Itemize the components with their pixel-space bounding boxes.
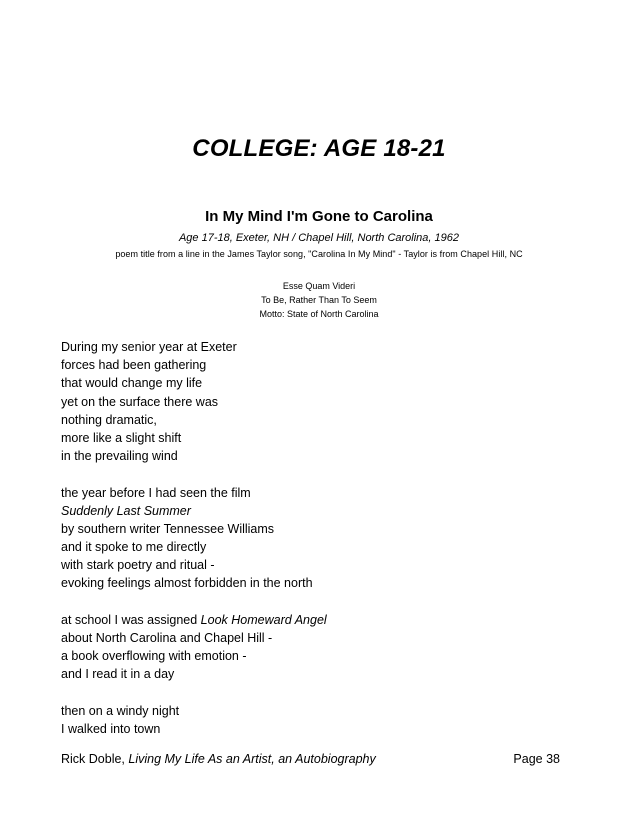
poem-line: then on a windy night (61, 703, 180, 718)
poem-line: by southern writer Tennessee Williams (61, 521, 275, 536)
poem-line: nothing dramatic, (61, 412, 157, 427)
poem-line-text: at school I was assigned (61, 612, 201, 627)
page-number: Page 38 (513, 752, 560, 766)
poem-line: about North Carolina and Chapel Hill - (61, 631, 273, 645)
poem-line: the year before I had seen the film (61, 485, 251, 500)
motto-block (0, 279, 638, 321)
footer-book-title: Living My Life As an Artist, an Autobiography (128, 752, 376, 766)
poem-line (61, 611, 581, 629)
poem-title: In My Mind I'm Gone to Carolina (205, 208, 433, 225)
poem-line: evoking feelings almost forbidden in the north (61, 576, 313, 591)
footer-author: Rick Doble, (61, 752, 129, 766)
poem-line: forces had been gathering (61, 358, 207, 373)
motto-translation: To Be, Rather Than To Seem (261, 295, 377, 305)
film-title: Suddenly Last Summer (61, 503, 191, 518)
poem-line: and it spoke to me directly (61, 540, 207, 555)
poem-line: a book overflowing with emotion - (61, 649, 247, 664)
stanza-break (61, 684, 581, 702)
poem-title-note: poem title from a line in the James Taylor song, "Carolina In My Mind" - Taylor is from Chapel Hill, NC (115, 249, 523, 259)
page-footer (61, 752, 560, 766)
motto-latin: Esse Quam Videri (282, 281, 356, 291)
poem-line: in the prevailing wind (61, 449, 178, 464)
poem-line: and I read it in a day (61, 667, 175, 682)
poem-body (61, 338, 581, 738)
poem-line: yet on the surface there was (61, 394, 219, 409)
poem-line: During my senior year at Exeter (61, 340, 237, 354)
poem-line: I walked into town (61, 721, 161, 736)
poem-line: that would change my life (61, 376, 203, 391)
stanza-break (61, 465, 581, 483)
poem-subtitle: Age 17-18, Exeter, NH / Chapel Hill, North Carolina, 1962 (178, 232, 460, 244)
footer-citation (61, 752, 376, 766)
book-title: Look Homeward Angel (200, 612, 327, 627)
stanza-break (61, 593, 581, 611)
poem-line: more like a slight shift (61, 430, 182, 445)
poem-line: with stark poetry and ritual - (61, 558, 215, 573)
chapter-title: COLLEGE: AGE 18-21 (192, 135, 446, 162)
motto-attribution: Motto: State of North Carolina (259, 309, 379, 319)
